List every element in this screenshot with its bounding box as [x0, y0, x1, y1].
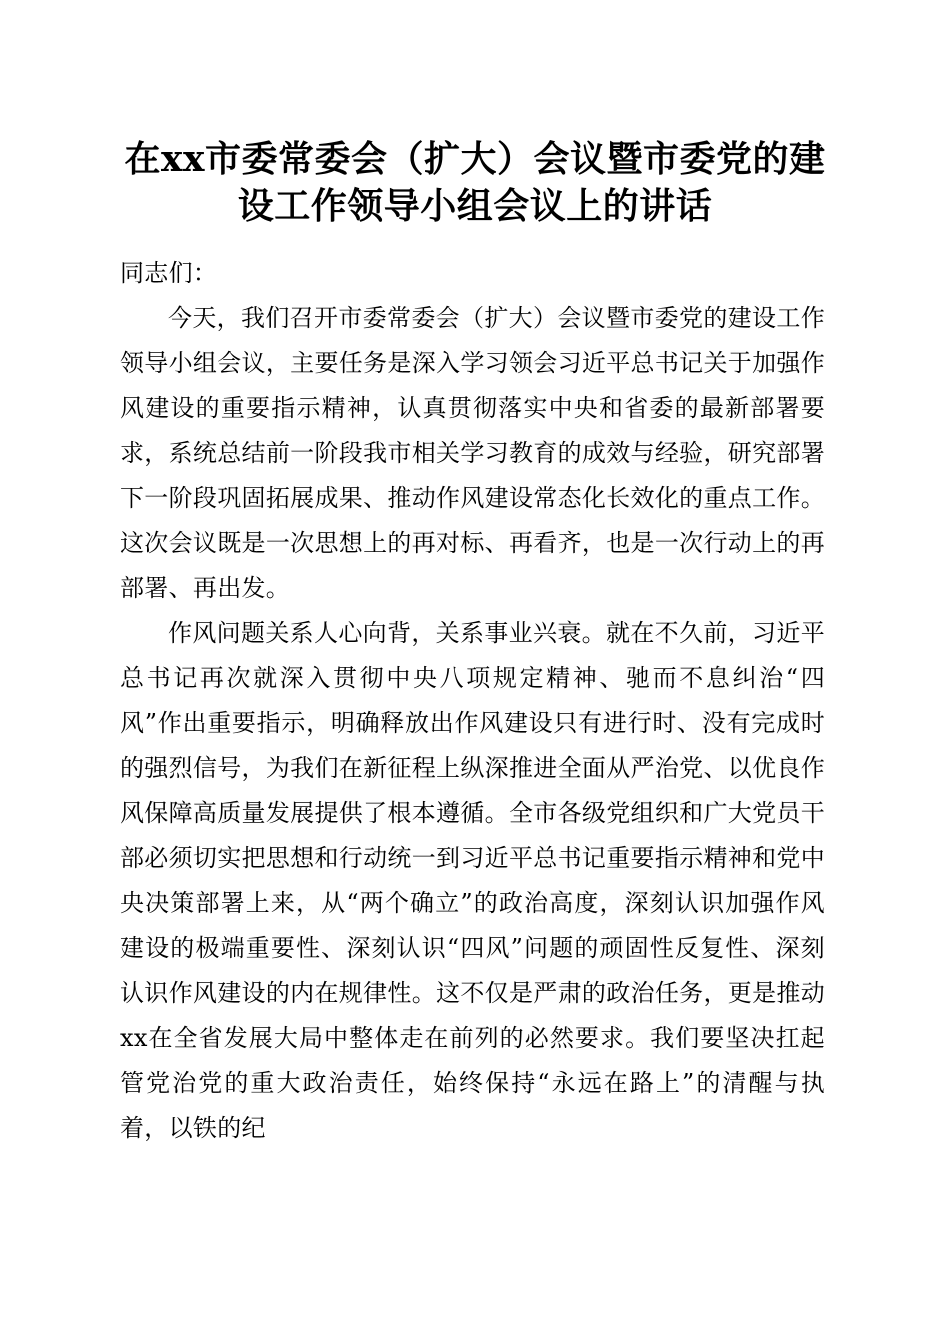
salutation: 同志们： [120, 259, 218, 287]
title-line-2: 设工作领导小组会议上的讲话 [237, 185, 713, 227]
paragraph-2: 作风问题关系人心向背，关系事业兴衰。就在不久前，习近平总书记再次就深入贯彻中央八项规定精神、驰而不息纠治“四风”作出重要指示，明确释放出作风建设只有进行时、没有完成时的强烈信号，为我们在新征程上纵深推进全面从严治党、以优良作风保障高质量发展提供了根本遵循。全市各级党组织和广大党员干部必须切实把思想和行动统一到习近平总书记重要指示精神和党中央决策部署上来，从“两个确立”的政治高度，深刻认识加强作风建设的极端重要性、深刻认识“四风”问题的顽固性反复性、深刻认识作风建设的内在规律性。这不仅是严肃的政治任务，更是推动xx在全省发展大局中整体走在前列的必然要求。我们要坚决扛起管党治党的重大政治责任，始终保持“永远在路上”的清醒与执着，以铁的纪 [120, 619, 825, 1142]
document-title [100, 136, 850, 230]
paragraph-1: 今天，我们召开市委常委会（扩大）会议暨市委党的建设工作领导小组会议，主要任务是深入学习领会习近平总书记关于加强作风建设的重要指示精神，认真贯彻落实中央和省委的最新部署要求，系统总结前一阶段我市相关学习教育的成效与经验，研究部署下一阶段巩固拓展成果、推动作风建设常态化长效化的重点工作。这次会议既是一次思想上的再对标、再看齐，也是一次行动上的再部署、再出发。 [120, 304, 825, 602]
document-body [120, 251, 825, 1151]
title-line-1: 在xx市委常委会（扩大）会议暨市委党的建 [124, 138, 826, 180]
